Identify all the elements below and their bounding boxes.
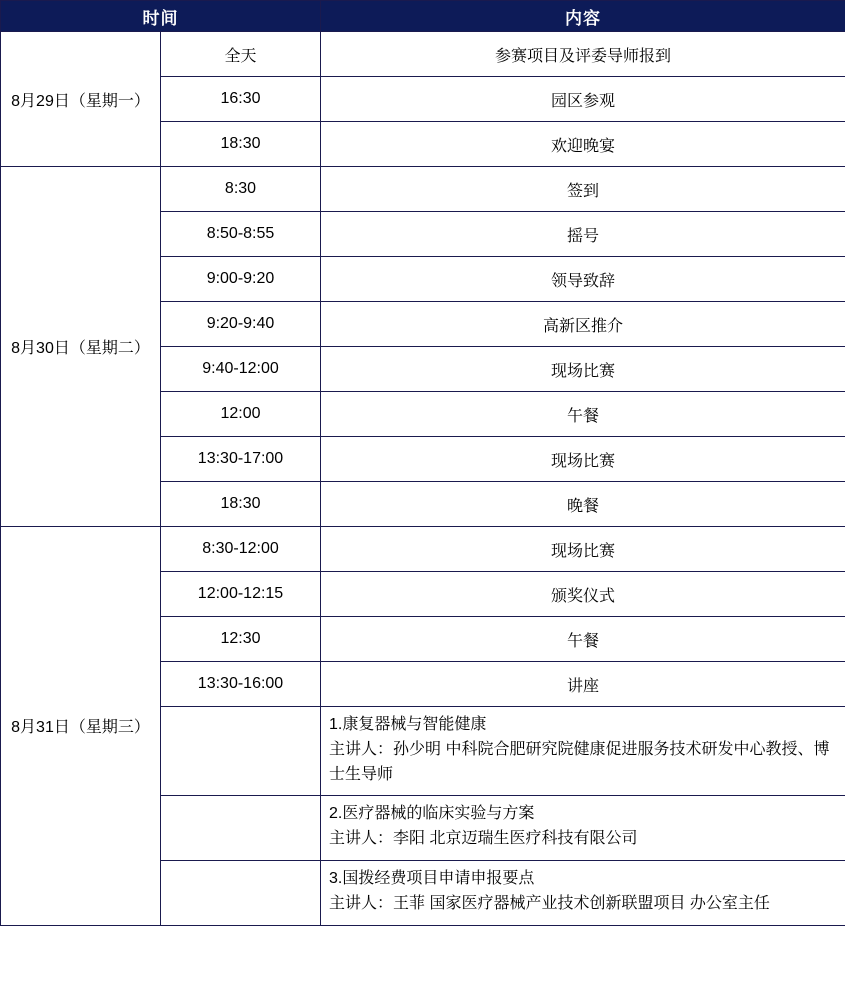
content-cell: 晚餐 xyxy=(321,482,845,527)
day-label-cell: 8月30日（星期二） xyxy=(1,167,161,527)
content-cell: 参赛项目及评委导师报到 xyxy=(321,32,845,77)
content-cell: 园区参观 xyxy=(321,77,845,122)
time-cell: 8:50-8:55 xyxy=(161,212,321,257)
content-cell: 现场比赛 xyxy=(321,347,845,392)
lecture-speaker: 主讲人：王菲 国家医疗器械产业技术创新联盟项目 办公室主任 xyxy=(329,894,770,912)
table-row xyxy=(1,167,845,212)
time-cell: 12:00-12:15 xyxy=(161,572,321,617)
time-cell: 13:30-16:00 xyxy=(161,662,321,707)
time-cell: 9:20-9:40 xyxy=(161,302,321,347)
table-body xyxy=(1,32,845,926)
time-cell: 8:30-12:00 xyxy=(161,527,321,572)
content-cell: 午餐 xyxy=(321,392,845,437)
content-cell: 午餐 xyxy=(321,617,845,662)
column-header-content: 内容 xyxy=(321,1,845,32)
time-cell: 12:30 xyxy=(161,617,321,662)
lecture-speaker: 主讲人：孙少明 中科院合肥研究院健康促进服务技术研发中心教授、博士生导师 xyxy=(329,740,830,783)
content-cell: 领导致辞 xyxy=(321,257,845,302)
lecture-title: 3.国拨经费项目申请申报要点 xyxy=(329,869,535,887)
time-cell: 18:30 xyxy=(161,122,321,167)
time-cell: 16:30 xyxy=(161,77,321,122)
content-cell: 现场比赛 xyxy=(321,437,845,482)
time-cell xyxy=(161,796,321,861)
content-cell: 现场比赛 xyxy=(321,527,845,572)
content-cell xyxy=(321,796,845,861)
time-cell: 13:30-17:00 xyxy=(161,437,321,482)
time-cell: 12:00 xyxy=(161,392,321,437)
time-cell: 9:40-12:00 xyxy=(161,347,321,392)
table-header-row xyxy=(1,1,845,32)
table-header xyxy=(1,1,845,32)
content-cell xyxy=(321,707,845,796)
content-cell: 摇号 xyxy=(321,212,845,257)
time-cell: 全天 xyxy=(161,32,321,77)
lecture-speaker: 主讲人：李阳 北京迈瑞生医疗科技有限公司 xyxy=(329,830,638,848)
time-cell xyxy=(161,860,321,925)
column-header-time: 时间 xyxy=(1,1,321,32)
table-row xyxy=(1,527,845,572)
content-cell: 欢迎晚宴 xyxy=(321,122,845,167)
lecture-title: 2.医疗器械的临床实验与方案 xyxy=(329,805,535,823)
time-cell: 9:00-9:20 xyxy=(161,257,321,302)
content-cell: 讲座 xyxy=(321,662,845,707)
day-label-cell: 8月29日（星期一） xyxy=(1,32,161,167)
time-cell xyxy=(161,707,321,796)
content-cell: 颁奖仪式 xyxy=(321,572,845,617)
content-cell: 签到 xyxy=(321,167,845,212)
lecture-title: 1.康复器械与智能健康 xyxy=(329,716,487,733)
time-cell: 8:30 xyxy=(161,167,321,212)
time-cell: 18:30 xyxy=(161,482,321,527)
content-cell: 高新区推介 xyxy=(321,302,845,347)
content-cell xyxy=(321,860,845,925)
day-label-cell: 8月31日（星期三） xyxy=(1,527,161,926)
table-row xyxy=(1,32,845,77)
